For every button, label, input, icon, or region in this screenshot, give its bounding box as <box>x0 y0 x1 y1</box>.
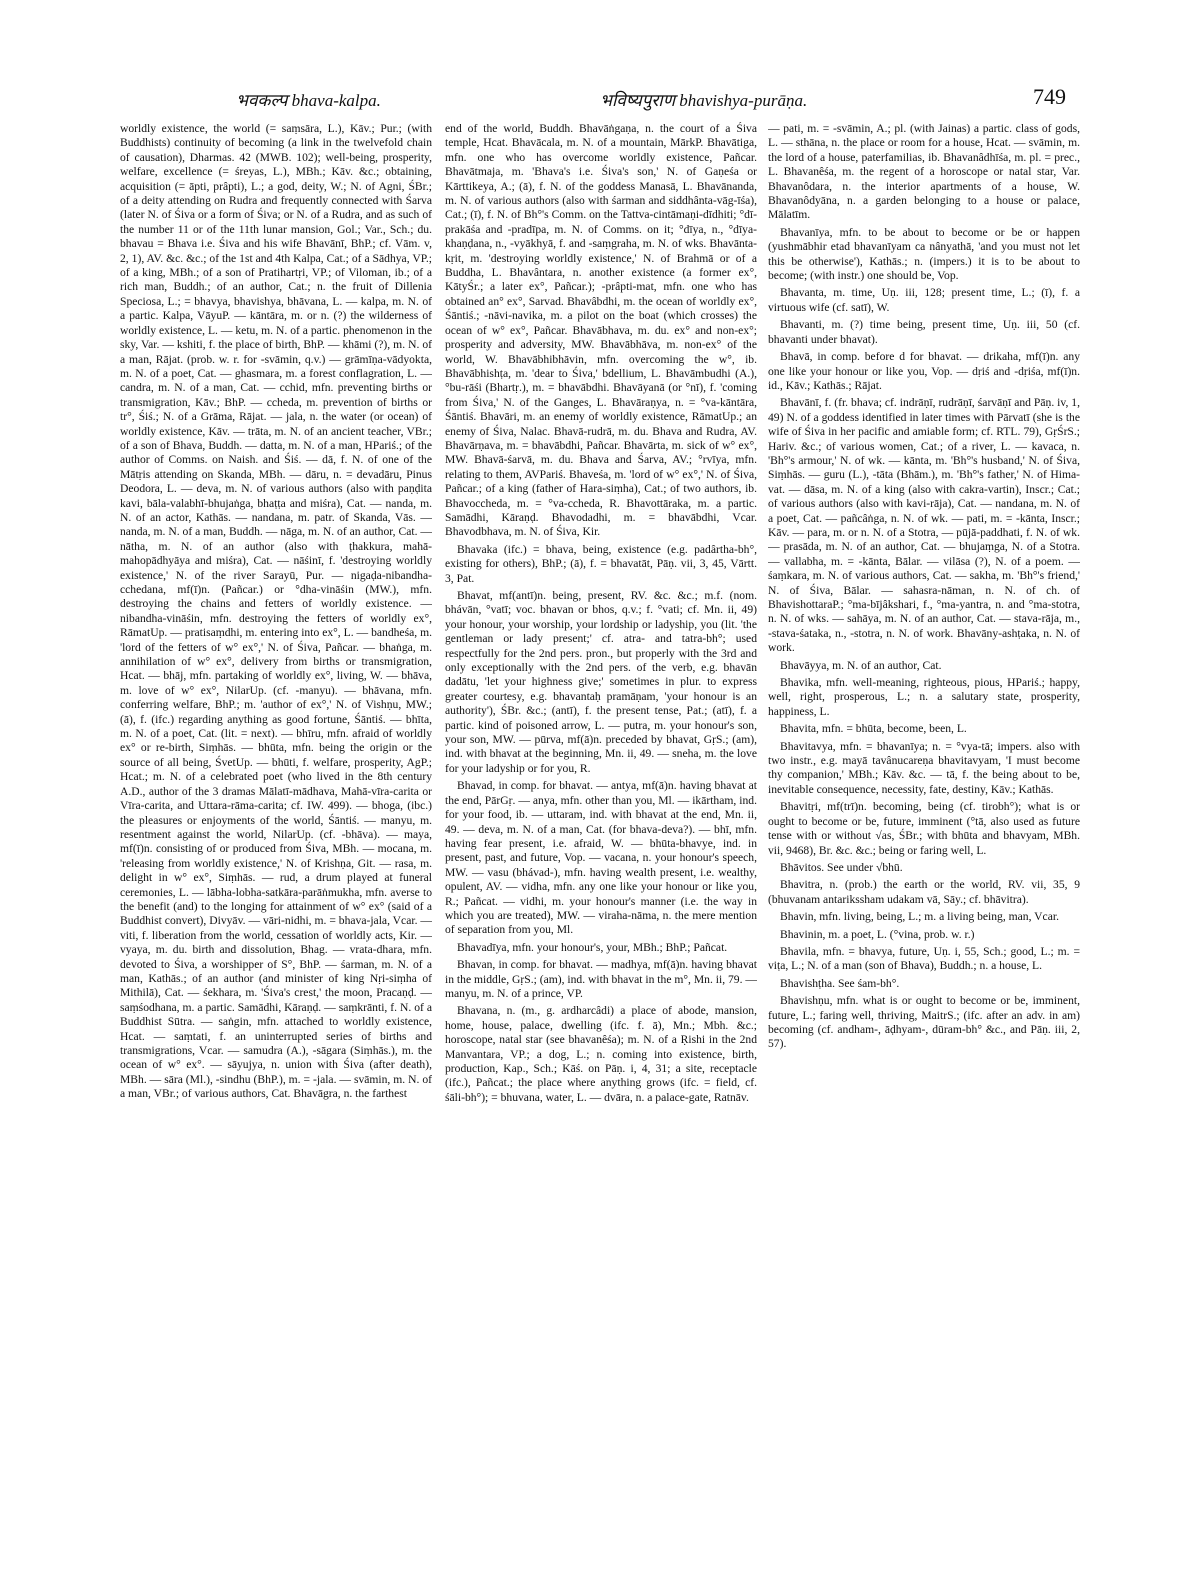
entry-paragraph: Bhavat, mf(antī)n. being, present, RV. &c. &c.; m.f. (nom. bhávān, °vatī; voc. bhavan or bhos, q.v.; f. °vati; cf. Mn. ii, 49) your honour, your worship, your lordship or ladyship, you (lit. 'the gentleman or lady present;' cf. atra- and tatra-bh°; used respectfully for the 2nd pers. pron., but properly with the 3rd and only exceptionally with the 2nd pers. of the verb, e.g. bhavān dadātu, 'let your highness give;' sometimes in plur. to express greater courtesy, e.g. bhavantaḥ pramāṇam, 'your honour is an authority'), ŚBr. &c.; (antī), f. the present tense, Pat.; (atī), f. a partic. kind of poisoned arrow, L. — putra, m. your honour's son, your son, MW. — pūrva, mf(ā)n. preceded by bhavat, GṛS.; (am), ind. with bhavat at the beginning, Mn. ii, 49. — sneha, m. the love for your ladyship or for you, R. <box>445 589 757 775</box>
column-1 <box>120 122 432 1467</box>
page-number: 749 <box>1033 84 1066 109</box>
entry-paragraph: Bhavad, in comp. for bhavat. — antya, mf(ā)n. having bhavat at the end, PārGṛ. — anya, mfn. other than you, Ml. — ikārtham, ind. for your food, ib. — uttaram, ind. with bhavat at the end, Mn. ii, 49. — deva, m. N. of a man, Cat. (for bhava-deva?). — bhī, mfn. having fear present, i.e. afraid, W. — bhūta-bhavye, ind. in present, past, and future, Vop. — vacana, n. your honour's speech, MW. — vasu (bhávad-), mfn. having wealth present, i.e. wealthy, opulent, AV. — vidha, mfn. any one like your honour or like you, R.; Pañcat. — vidhi, m. your honour's manner (i.e. the way in which you are treated), MW. — viraha-nāma, n. the mere mention of separation from you, Ml. <box>445 779 757 937</box>
entry-paragraph: Bhavāyya, m. N. of an author, Cat. <box>780 658 942 672</box>
entry-paragraph: Bhavitṛi, mf(trī)n. becoming, being (cf. tirobh°); what is or ought to become or be, future, imminent (°tā, also used as future tense with or without √as, ŚBr.; with bhūta and bhavyam, MBh. vii, 9468), Br. &c. &c.; being or faring well, L. <box>768 800 1080 857</box>
running-head-center: भविष्यपुराण bhavishya-purāṇa. <box>600 91 808 110</box>
column-2 <box>445 122 757 1467</box>
entry-paragraph: Bhavishṭha. See śam-bh°. <box>780 976 900 990</box>
entry-paragraph: Bhavānī, f. (fr. bhava; cf. indrāṇī, rudrāṇī, śarvāṇī and Pāṇ. iv, 1, 49) N. of a goddess identified in later times with Pārvatī (she is the wife of Śiva in her pacific and amiable form; cf. RTL. 79), GṛŚrS.; Hariv. &c.; of various women, Cat.; of a river, L. — kavaca, n. 'Bh°'s armour,' N. of wk. — kānta, m. 'Bh°'s husband,' N. of Śiva, Siṃhās. — guru (L.), -tāta (Bhām.), m. 'Bh°'s father,' N. of Hima-vat. — dāsa, m. N. of a king (also with cakra-vartin), Inscr.; Cat.; of various authors (also with kavi-rāja), Cat. — nandana, m. N. of a poet, Cat. — pañcâṅga, n. N. of wk. — pati, m. = -kānta, Inscr.; Kāv. — para, m. or n. N. of a Stotra, — pūjā-paddhati, f. N. of wk. — prasāda, m. N. of an author, Cat. — bhujaṃga, N. of a Stotra. — vallabha, m. = -kānta, Bālar. — vilāsa (?), N. of a poem. — śaṃkara, m. N. of various authors, Cat. — sakha, m. 'Bh°'s friend,' N. of Śiva, Bālar. — sahasra-nāman, n. N. of ch. of BhavishottaraP.; °ma-bījâkshari, f., °ma-yantra, n. and °ma-stotra, n. N. of wks. — sahāya, m. N. of an author, Cat. — stava-rāja, m., -stava-śataka, n., -stotra, n. N. of work. Bhavāny-ashṭaka, n. N. of work. <box>768 396 1080 655</box>
column-3 <box>768 122 1080 1467</box>
dictionary-columns <box>120 122 1080 1467</box>
entry-paragraph: Bhavinin, m. a poet, L. (°vina, prob. w. r.) <box>780 927 975 941</box>
entry-paragraph: — pati, m. = -svāmin, A.; pl. (with Jainas) a partic. class of gods, L. — sthāna, n. the place or room for a house, Hcat. — svāmin, m. the lord of a house, paterfamilias, ib. Bhavanâdhīśa, m. pl. = prec., L. Bhavanêśa, m. the regent of a horoscope or natal star, Var. Bhavanôdara, n. the interior apartments of a house, W. Bhavanôdyāna, n. a garden belonging to a house or palace, Mālatīm. <box>768 122 1080 222</box>
entry-paragraph: Bhavila, mfn. = bhavya, future, Uṇ. i, 55, Sch.; good, L.; m. = viṭa, L.; N. of a man (son of Bhava), Buddh.; n. a house, L. <box>768 944 1080 973</box>
entry-paragraph: Bhavaka (ifc.) = bhava, being, existence (e.g. padârtha-bh°, existing for others), BhP.; (ā), f. = bhavatāt, Pāṇ. vii, 3, 45, Vārtt. 3, Pat. <box>445 542 757 585</box>
entry-paragraph: Bhāvitos. See under √bhū. <box>780 860 903 874</box>
entry-paragraph: Bhavadīya, mfn. your honour's, your, MBh.; BhP.; Pañcat. <box>457 940 728 954</box>
entry-paragraph: worldly existence, the world (= saṃsāra, L.), Kāv.; Pur.; (with Buddhists) continuity of becoming (a link in the twelvefold chain of causation), Dharmas. 42 (MWB. 102); well-being, prosperity, welfare, excellence (= śreyas, L.), MBh.; Kāv. &c.; obtaining, acquisition (= āpti, prâpti), L.; a god, deity, W.; N. of Agni, ŚBr.; of a deity attending on Rudra and frequently connected with Śarva (later N. of Śiva or a form of Śiva; or N. of a Rudra, and as such of the number 11 or of the 11th lunar mansion, Gol.; Var., Sch.; du. bhavau = Bhava i.e. Śiva and his wife Bhavānī, BhP.; cf. Vām. v, 2, 1), AV. &c. &c.; of the 1st and 4th Kalpa, Cat.; of a Sādhya, VP.; of a king, MBh.; of a son of Pratihartṛi, VP.; of Viloman, ib.; of a rich man, Buddh.; of an author, Cat.; n. the fruit of Dillenia Speciosa, L.; = bhavya, bhavishya, bhāvana, L. — kalpa, m. N. of a partic. Kalpa, VāyuP. — kāntāra, m. or n. (?) the wilderness of worldly existence, L. — ketu, m. N. of a partic. phenomenon in the sky, Var. — kshiti, f. the place of birth, BhP. — khāmi (?), m. N. of a man, Rājat. (prob. w. r. for -svāmin, q.v.) — grāmīṇa-vādyokta, m. N. of a poet, Cat. — ghasmara, m. a forest conflagration, L. — candra, m. N. of a man, Cat. — cchid, mfn. preventing births or transmigration, Kāv.; BhP. — ccheda, m. prevention of births or tr°, Śiś.; N. of a Grāma, Rājat. — jala, n. the water (or ocean) of worldly existence, Kāv. — trāta, m. N. of an ancient teacher, VBr.; of a son of Bhava, Buddh. — datta, m. N. of a man, HPariś.; of the author of Comms. on Naish. and Śiś. — dā, f. N. of one of the Mātṛis attending on Skanda, MBh. — dāru, n. = devadāru, Pinus Deodora, L. — deva, m. N. of various authors (also with paṇḍita kavi, bāla-valabhī-bhujaṅga, bhaṭṭa and miśra), Cat. — nanda, m. N. of an actor, Kathās. — nandana, m. patr. of Skanda, Vās. — nanda, m. N. of a man, Buddh. — nāga, m. N. of an author, Cat. — nātha, m. N. of an author (also with ṭhakkura, mahā-mahopādhyāya and miśra), Cat. — nāśinī, f. 'destroying worldly existence,' N. of the river Sarayū, Pur. — nigaḍa-nibandha-cchedana, mf(ī)n. (Pañcar.) or °dha-vināśin (MW.), mfn. destroying the chains and fetters of worldly existence. — nibandha-vināśin, mfn. destroying the fetters of worldly ex°, RāmatUp. — pratisaṃdhi, m. entering into ex°, L. — bandheśa, m. 'lord of the fetters of w° ex°,' N. of Śiva, Pañcar. — bhaṅga, m. annihilation of w° ex°, delivery from births or transmigration, Hcat. — bhāj, mfn. partaking of worldly ex°, living, W. — bhāva, m. love of w° ex°, NilarUp. (cf. -manyu). — bhāvana, mfn. conferring welfare, BhP.; m. 'author of ex°,' N. of Vishṇu, MW.; (ā), f. (ifc.) regarding anything as good fortune, Śāntiś. — bhīta, m. N. of a poet, Cat. (lit. = next). — bhīru, mfn. afraid of worldly ex° or re-birth, Siṃhās. — bhūta, mfn. being the origin or the source of all being, ŚvetUp. — bhūti, f. welfare, prosperity, AgP.; Hcat.; m. N. of a celebrated poet (who lived in the 8th century A.D., author of the 3 dramas Mālatī-mādhava, Mahā-vīra-carita or Vīra-carita, and Uttara-rāma-carita; cf. IW. 499). — bhoga, (ibc.) the pleasures or enjoyments of the world, Śāntiś. — manyu, m. resentment against the world, NilarUp. (cf. -bhāva). — maya, mf(ī)n. consisting of or produced from Śiva, MBh. — mocana, m. 'releasing from worldly existence,' N. of Krishṇa, Git. — rasa, m. delight in w° ex°, Siṃhās. — rud, a drum played at funeral ceremonies, L. — lābha-lobha-satkāra-parāṅmukha, mfn. averse to the benefit (and) to the longing for attainment of w° ex° (said of a Buddhist convert), Divyāv. — vāri-nidhi, m. = bhava-jala, Vcar. — viti, f. liberation from the world, cessation of worldly acts, Kir. — vyaya, m. du. birth and dissolution, Bhag. — vrata-dhara, mfn. devoted to Śiva, a worshipper of S°, BhP. — śarman, m. N. of a man, Kathās.; of an author (and minister of king Nṛi-siṃha of Mithilā), Cat. — śekhara, m. 'Śiva's crest,' the moon, Pracaṇḍ. — saṃśodhana, m. a partic. Samādhi, Kāraṇḍ. — saṃkrānti, f. N. of a Buddhist Sūtra. — saṅgin, mfn. attached to worldly existence, Hcat. — saṃtati, f. an uninterrupted series of births and transmigrations, Vcar. — samudra (A.), -sāgara (Siṃhās.), m. the ocean of w° ex°. — sāyujya, n. union with Śiva (after death), MBh. — sāra (Ml.), -sindhu (BhP.), m. = -jala. — svāmin, m. N. of a man, VBr.; of various authors, Cat. Bhavāgra, n. the farthest <box>120 122 432 1101</box>
running-head-left: भवकल्प bhava-kalpa. <box>236 91 381 110</box>
entry-paragraph: Bhavan, in comp. for bhavat. — madhya, mf(ā)n. having bhavat in the middle, GṛS.; (am), ind. with bhavat in the m°, Mn. ii, 79. — manyu, m. N. of a prince, VP. <box>445 958 757 1000</box>
entry-paragraph: Bhavitavya, mfn. = bhavanīya; n. = °vya-tā; impers. also with two instr., e.g. mayā tavânucareṇa bhavitavyam, 'I must become thy companion,' MBh.; Kāv. &c. — tā, f. the being about to be, inevitable consequence, necessity, fate, destiny, Kāv.; Kathās. <box>768 739 1080 796</box>
entry-paragraph: Bhavin, mfn. living, being, L.; m. a living being, man, Vcar. <box>780 910 1059 924</box>
entry-paragraph: Bhavanta, m. time, Uṇ. iii, 128; present time, L.; (ī), f. a virtuous wife (cf. satī), W. <box>768 286 1080 314</box>
entry-paragraph: Bhavana, n. (m., g. ardharcâdi) a place of abode, mansion, home, house, palace, dwelling (ifc. f. ā), Mn.; Mbh. &c.; horoscope, natal star (see bhavanêśa); m. N. of a Ṛishi in the 2nd Manvantara, VP.; a dog, L.; n. coming into existence, birth, production, Kap., Sch.; Kāś. on Pāṇ. i, 4, 31; a site, receptacle (ifc.), Pañcat.; the place where anything grows (ifc. = field, cf. śāli-bh°); = bhuvana, water, L. — dvāra, n. a palace-gate, Ratnāv. <box>445 1004 757 1104</box>
entry-paragraph: end of the world, Buddh. Bhavāṅgaṇa, n. the court of a Śiva temple, Hcat. Bhavācala, m. N. of a mountain, MārkP. Bhavātiga, mfn. one who has overcome worldly existence, Pañcar. Bhavātmaja, m. 'Bhava's i.e. Śiva's son,' N. of Gaṇeśa or Kārttikeya, A.; (ā), f. N. of the goddess Manasā, L. Bhavānanda, m. N. of various authors (also with śarman and siddhânta-vāg-īśa), Cat.; (ī), f. N. of Bh°'s Comm. on the Tattva-cintāmaṇi-dīdhiti; °dī-prakāśa and -pradīpa, m. N. of Comms. on it; °dīya, n., °dīya-khaṇḍana, n., -vyākhyā, f. and -saṃgraha, m. N. of wks. Bhavānta-kṛit, m. 'destroying worldly existence,' N. of Brahmā or of a Buddha, L. Bhavântara, n. another existence (a former ex°, KātyŚr.; a later ex°, Pañcar.); -prâpti-mat, mfn. one who has obtained an° ex°, Sarvad. Bhavâbdhi, m. the ocean of worldly ex°, Śāntiś.; -nāvi-navika, m. a pilot on the boat (which crosses) the ocean of w° ex°, Pañcar. Bhavābhava, m. du. ex° and non-ex°; prosperity and adversity, MW. Bhavābhāva, m. non-ex° of the world, W. Bhavābhibhāvin, mfn. overcoming the w°, ib. Bhavābhishṭa, m. 'dear to Śiva,' bdellium, L. Bhavāmbudhi (A.), °bu-rāśi (Bhartṛ.), m. = bhavābdhi. Bhavāyanā (or °nī), f. 'coming from Śiva,' N. of the Ganges, L. Bhavāraṇya, n. = °va-kāntāra, Śāntiś. Bhavāri, m. an enemy of worldly existence, RāmatUp.; an enemy of Śiva, Nalac. Bhavā-rudrā, m. du. Bhava and Rudra, AV. Bhavārṇava, m. = bhavābdhi, Pañcar. Bhavārta, m. sick of w° ex°, MW. Bhavā-śarvā, m. du. Bhava and Śarva, AV.; °rvīya, mfn. relating to them, AVPariś. Bhaveśa, m. 'lord of w° ex°,' N. of Śiva, Pañcar.; of a king (father of Hara-siṃha), Cat.; of two authors, ib. Bhavoccheda, m. = °va-ccheda, R. Bhavottāraka, m. a partic. Samādhi, Kāraṇḍ. Bhavodadhi, m. = bhavābdhi, Vcar. Bhavodbhava, m. N. of Śiva, Kir. <box>445 122 757 539</box>
entry-paragraph: Bhavanti, m. (?) time being, present time, Uṇ. iii, 50 (cf. bhavanti under bhavat). <box>768 318 1080 346</box>
entry-paragraph: Bhavanīya, mfn. to be about to become or be or happen (yushmābhir etad bhavanīyam ca nânyathā, 'and you must not let this be otherwise'), Kathās.; n. (impers.) it is to be about to become; (with instr.) one should be, Vop. <box>768 225 1080 283</box>
entry-paragraph: Bhavita, mfn. = bhūta, become, been, L. <box>780 722 967 736</box>
entry-paragraph: Bhavishṇu, mfn. what is or ought to become or be, imminent, future, L.; faring well, thriving, MaitrS.; (ifc. after an adv. in am) becoming (cf. andham-, āḍhyam-, dūram-bh° &c., and Pāṇ. iii, 2, 57). <box>768 994 1080 1051</box>
entry-paragraph: Bhavā, in comp. before d for bhavat. — drikaha, mf(ī)n. any one like your honour or like you, Vop. — dṛiś and -dṛiśa, mf(ī)n. id., Kāv.; Kathās.; Rājat. <box>768 350 1080 392</box>
page-header <box>120 80 1080 116</box>
entry-paragraph: Bhavitra, n. (prob.) the earth or the world, RV. vii, 35, 9 (bhuvanam antarikssham udakam vā, Sāy.; cf. bhāvitra). <box>768 878 1080 906</box>
entry-paragraph: Bhavika, mfn. well-meaning, righteous, pious, HPariś.; happy, well, right, prosperous, L.; n. a salutary state, prosperity, happiness, L. <box>768 676 1080 718</box>
